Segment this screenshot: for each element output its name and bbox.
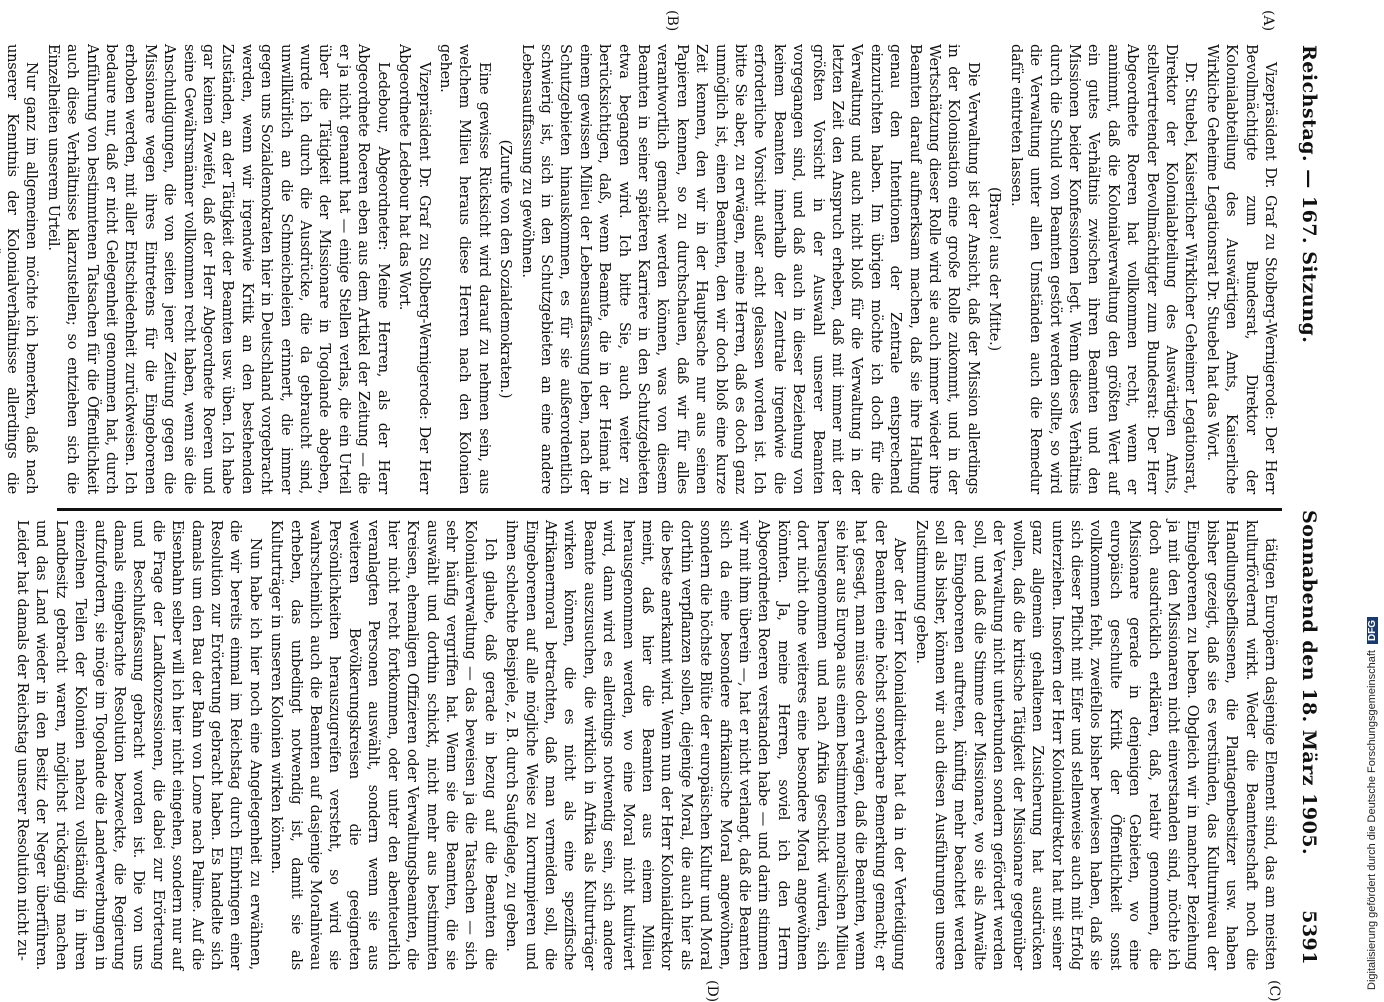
paragraph: Vizepräsident Dr. Graf zu Stolberg-Wernigerode: Der Herr Bevollmächtigte zum Bundesrat, Direktor der Kolonialabteilung des Auswärtigen Amts, Kaiserliche Wirkliche Geheime Legationsrat Dr. Stuebel hat das Wort. xyxy=(1203,44,1279,494)
header-date: Sonnabend den 18. März 1905. xyxy=(1298,510,1320,856)
running-header xyxy=(1288,40,1320,970)
right-column xyxy=(14,520,1280,970)
paragraph: Vizepräsident Dr. Graf zu Stolberg-Wernigerode: Der Herr Abgeordnete Ledebour hat das Wort. xyxy=(396,44,433,494)
margin-marker-c: (C) xyxy=(1266,980,1282,1002)
interjection: (Bravo! aus der Mitte.) xyxy=(986,186,1004,351)
paragraph: Aber der Herr Kolonialdirektor hat da in der Verteidigung der Beamten eine höchst sonderbare Bemerkung gemacht; er hat gesagt, man müsse doch erwägen, daß die Beamten, wenn sie hier aus Europa aus einem bestimmten moralischen Milieu herausgenommen und nach Afrika geschickt würden, sich dort nicht ohne weiteres eine besondere Moral angewöhnen könnten. Ja, meine Herren, soviel ich den Herrn Abgeordneten Roeren verstanden habe — und darin stimmen wir mit ihm überein —, hat er nicht verlangt, daß die Beamten sich da eine besondere afrikanische Moral angewöhnen, sondern die höchste Blüte der europäischen Kultur und Moral dorthin verpflanzen sollen, diejenige Moral, die auch hier als die beste anerkannt wird. Wenn nun der Herr Kolonialdirektor meint, daß hier die Beamten aus einem Milieu herausgenommen werden, wo eine Moral nicht kultiviert wird, dann wird es allerdings notwendig sein, sich andere Beamte auszusuchen, die wirklich in Afrika als Kulturträger wirken können, die es nicht als eine spezifische Afrikanermoral betrachten, daß man vermeiden soll, die Eingeborenen auf alle mögliche Weise zu korrumpieren und ihnen schlechte Beispiele, z. B. durch Saufgelage, zu geben. xyxy=(503,520,909,970)
paragraph: Die Verwaltung ist der Ansicht, daß der Mission allerdings in der Kolonisation eine große Rolle zukommt, und in der Wertschätzung dieser Rolle wird sie auch immer wieder ihre Beamten darauf aufmerksam machen, daß sie ihre Haltung genau den Intentionen der Zentrale entsprechend einzurichten haben. Im übrigen möchte ich doch für die Verwaltung und auch nicht bloß für die Verwaltung in der letzten Zeit den Anspruch erheben, daß mit immer mit der größten Vorsicht in der Auswahl unserer Beamten vorgegangen sind, und daß auch in dieser Beziehung von keinem Beamten innerhalb der Zentrale irgendwie die erforderliche Vorsicht außer acht gelassen worden ist. Ich bitte Sie aber, zu erwägen, meine Herren, daß es doch ganz unmöglich ist, einen Beamten, den wir doch bloß eine kurze Zeit kennen, den wir in der Hauptsache nur aus seinen Papieren kennen, so zu durchschauen, daß wir für alles verantwortlich gemacht werden können, was von diesem Beamten in seiner späteren Karriere in den Schutzgebieten etwa begangen wird. Ich bitte Sie, auch weiter zu berücksichtigen, daß, wenn Beamte, die in der Heimat in einem gewissen Milieu der Lebensauffassung leben, nach der Schutzgebieten hinauskommen, es für sie außerordentlich schwierig ist, sich in den Schutzgebieten an eine andere Lebensauffassung zu gewöhnen. xyxy=(518,44,982,494)
left-column xyxy=(4,44,1280,494)
credit-text: Digitalisierung gefördert durch die Deutsche Forschungsgemeinschaft xyxy=(1366,650,1378,990)
margin-marker-b: (B) xyxy=(664,10,680,32)
column-divider xyxy=(57,508,1282,511)
margin-marker-d: (D) xyxy=(704,980,720,1002)
paragraph: Ledebour, Abgeordneter: Meine Herren, als der Herr Abgeordnete Roeren eben aus dem Artikel der Zeitung — die er ja nicht genannt hat — einige Stellen verlas, die ein Urteil über die Tätigkeit der Missionare in Togolande abgeben, wurde ich durch die Ausdrücke, die da gebraucht sind, unwillkürlich an die Schmeicheleien erinnert, die immer gegen uns Sozialdemokraten hier in Deutschland vorgebracht werden, wenn wir irgendwie Kritik an den bestehenden Zuständen, an der Tätigkeit der Beamten usw. üben. Ich habe gar keinen Zweifel, daß der Herr Abgeordnete Roeren und seine Gewährsmänner vollkommen recht haben, wenn sie die Anschuldigungen, die von seiten jener Zeitung gegen die Missionare wegen ihres Eintretens für die Eingeborenen erhoben werden, mit aller Entschiedenheit zurückweisen. Ich bedaure nur, daß er nicht Gelegenheit genommen hat, durch Anführung von bestimmtenen Tatsachen für die Öffentlichkeit auch diese Verhältnisse klarzustellen; so entziehen sich die Einzelheiten unserem Urteil. xyxy=(44,44,392,494)
paragraph: Dr. Stuebel, Kaiserlicher Wirklicher Geheimer Legationsrat, Direktor der Kolonialabteilung des Auswärtigen Amts, stellvertretender Bevollmächtigter zum Bundesrat: Der Herr Abgeordnete Roeren hat vollkommen recht, wenn er annimmt, daß die Kolonialverwaltung den größten Wert auf ein gutes Verhältnis zwischen ihren Beamten und den Missionen beider Konfessionen legt. Wenn dieses Verhältnis durch die Schuld von Beamten gestört werden sollte, so wird die Verwaltung unter allen Umständen auch die Remedur dafür eintreten lassen. xyxy=(1007,44,1200,494)
margin-marker-a: (A) xyxy=(1260,10,1276,32)
digitization-credit xyxy=(1366,10,1384,990)
paragraph: Nur ganz im allgemeinen möchte ich bemerken, daß nach unserer Kenntnis der Kolonialverhältnisse allerdings die xyxy=(4,44,41,494)
paragraph: Nun habe ich hier noch eine Angelegenheit zu erwähnen, die wir bereits einmal im Reichstag durch Einbringen einer Resolution zur Erörterung gebracht haben. Es handelte sich damals um den Bau der Bahn von Lome nach Palime. Auf die Eisenbahn selber will ich hier nicht eingehen, sondern nur auf die Frage der Landkonzessionen, die dabei zur Erörterung und Beschlußfassung gebracht worden ist. Die von uns damals eingebrachte Resolution bezweckte, die Regierung aufzufordern, sie möge im Togolande die Landerwerbungen in einzelnen Teilen der Kolonien nahezu vollständig in ihren Landbesitz gebracht waren, möglichst rückgängig machen und das Land wieder in den Besitz der Neger überführen. Leider hat damals der Reichstag unserer Resolution nicht zu- xyxy=(14,520,264,970)
dfg-logo: DFG xyxy=(1367,617,1378,644)
header-session: Reichstag. — 167. Sitzung. xyxy=(1298,45,1320,344)
paragraph: tätigen Europäern dasjenige Element sind, das am meisten kulturfördernd wirkt. Weder die Beamtenschaft noch die Handlungsbeflissenen, die Plantagenbesitzer usw. haben bisher gezeigt, daß sie es verstünden, das Kulturniveau der Eingeborenen zu heben. Obgleich wir in mancher Beziehung ja mit den Missionaren nicht einverstanden sind, möchte ich doch ausdrücklich erklären, daß, relativ genommen, die Missionare gerade in denjenigen Gebieten, wo eine europäisch geschulte Kritik der Öffentlichkeit sonst vollkommen fehlt, zweifellos bisher bewiesen haben, daß sie sich dieser Pflicht mit Eifer und stellenweise auch mit Erfolg unterziehen. Insofern der Herr Kolonialdirektor hat mit seiner ganz allgemein gehaltenen Zusicherung hat ausdrücken wollen, daß die kritische Tätigkeit der Missionare gegenüber der Verwaltung nicht unterbunden sondern gefördert werden soll, und daß die Stimme der Missionare, wo sie als Anwälte der Eingeborenen auftreten, künftig mehr beachtet werden soll als bisher, können wir auch diesen Ausführungen unsere Zustimmung geben. xyxy=(912,520,1279,970)
page-number: 5391 xyxy=(1298,910,1320,965)
interjection: (Zurufe von den Sozialdemokraten.) xyxy=(497,139,515,399)
newspaper-page xyxy=(4,10,1320,1002)
paragraph: Eine gewisse Rücksicht wird darauf zu nehmen sein, aus welchem Milieu heraus diese Herren nach den Kolonien gehen. xyxy=(436,44,493,494)
paragraph: Ich glaube, daß gerade in bezug auf die Beamten die Kolonialverwaltung — das beweisen ja die Tatsachen — sich sehr häufig vergriffen hat. Wenn sie die Beamten, die sie auswählt und dorthin schickt, nicht mehr aus bestimmten Kreisen, ehemaligen Offizieren oder Verwaltungsbeamten, die hier nicht recht fortkommen, oder unter den abenteuerlich veranlagten Personen auswählt, sondern wenn sie aus weiteren Bevölkerungskreisen die geeigneten Persönlichkeiten herauszugreifen versteht, so wird sie wahrscheinlich auch die Beamten auf dasjenige Moralniveau erheben, das unbedingt notwendig ist, damit sie als Kulturträger in unseren Kolonien wirken können. xyxy=(268,520,499,970)
